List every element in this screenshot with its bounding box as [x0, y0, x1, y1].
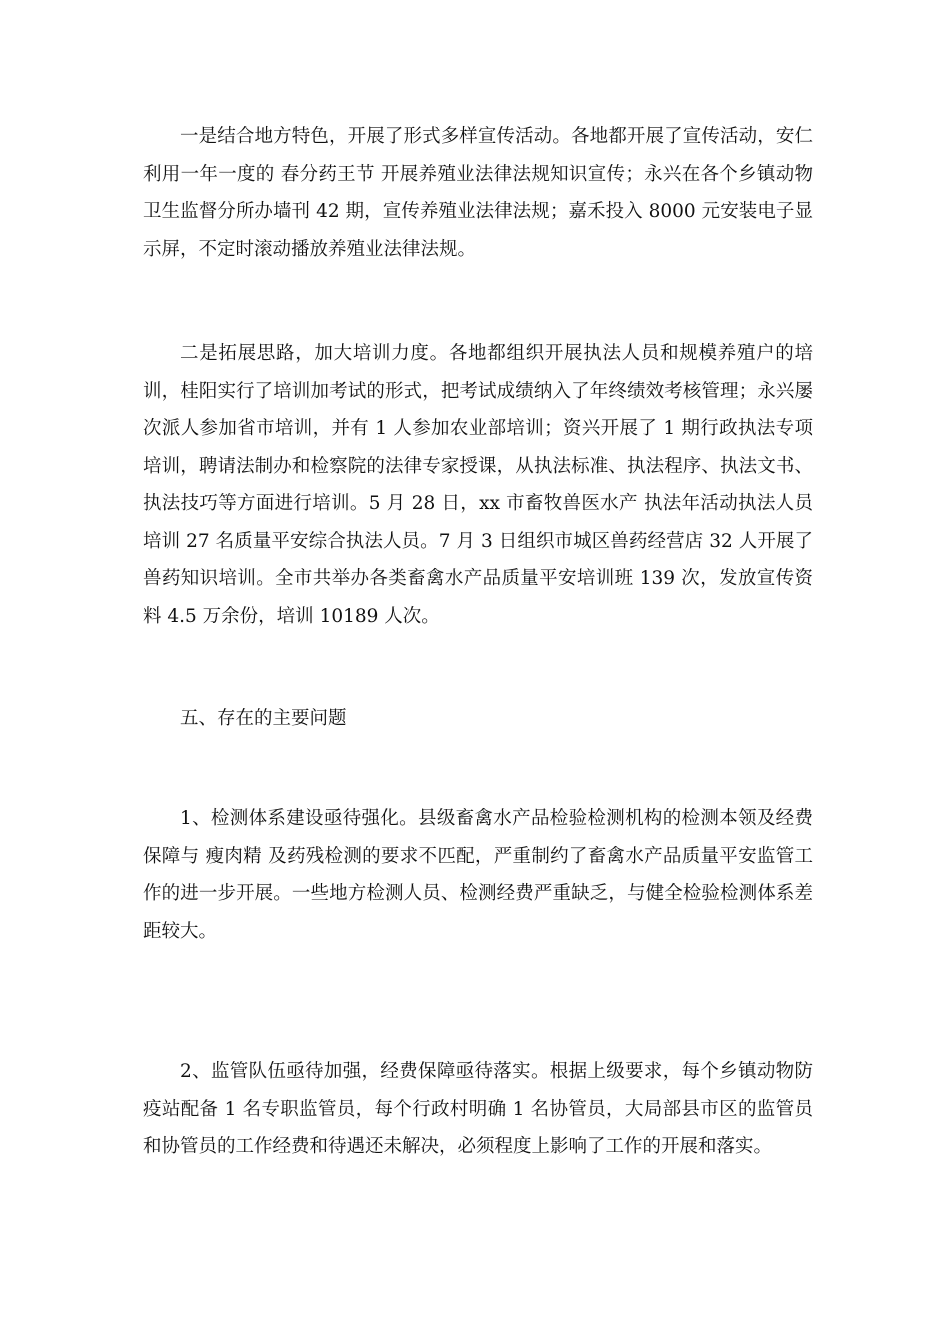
paragraph-problem-1: 1、检测体系建设亟待强化。县级畜禽水产品检验检测机构的检测本领及经费保障与 瘦肉精 及药残检测的要求不匹配，严重制约了畜禽水产品质量平安监管工作的进一步开展。一些地方检测人员、检测经费严重缺乏，与健全检验检测体系差距较大。	[143, 808, 813, 942]
section-heading-problems: 五、存在的主要问题	[180, 708, 347, 729]
paragraph-training: 二是拓展思路，加大培训力度。各地都组织开展执法人员和规模养殖户的培训，桂阳实行了培训加考试的形式，把考试成绩纳入了年终绩效考核管理；永兴屡次派人参加省市培训，并有 1 人参加农业部培训；资兴开展了 1 期行政执法专项培训，聘请法制办和检察院的法律专家授课，从执法标准、执法程序、执法文书、执法技巧等方面进行培训。5 月 28 日，xx 市畜牧兽医水产 执法年活动执法人员培训 27 名质量平安综合执法人员。7 月 3 日组织市城区兽药经营店 32 人开展了兽药知识培训。全市共举办各类畜禽水产品质量平安培训班 139 次，发放宣传资料 4.5 万余份，培训 10189 人次。	[143, 343, 813, 627]
paragraph-publicity: 一是结合地方特色，开展了形式多样宣传活动。各地都开展了宣传活动，安仁利用一年一度的 春分药王节 开展养殖业法律法规知识宣传；永兴在各个乡镇动物卫生监督分所办墙刊 42 期，宣传养殖业法律法规；嘉禾投入 8000 元安装电子显示屏，不定时滚动播放养殖业法律法规。	[143, 126, 813, 260]
paragraph-problem-2: 2、监管队伍亟待加强，经费保障亟待落实。根据上级要求，每个乡镇动物防疫站配备 1 名专职监管员，每个行政村明确 1 名协管员，大局部县市区的监管员和协管员的工作经费和待遇还未解决，必须程度上影响了工作的开展和落实。	[143, 1061, 813, 1157]
